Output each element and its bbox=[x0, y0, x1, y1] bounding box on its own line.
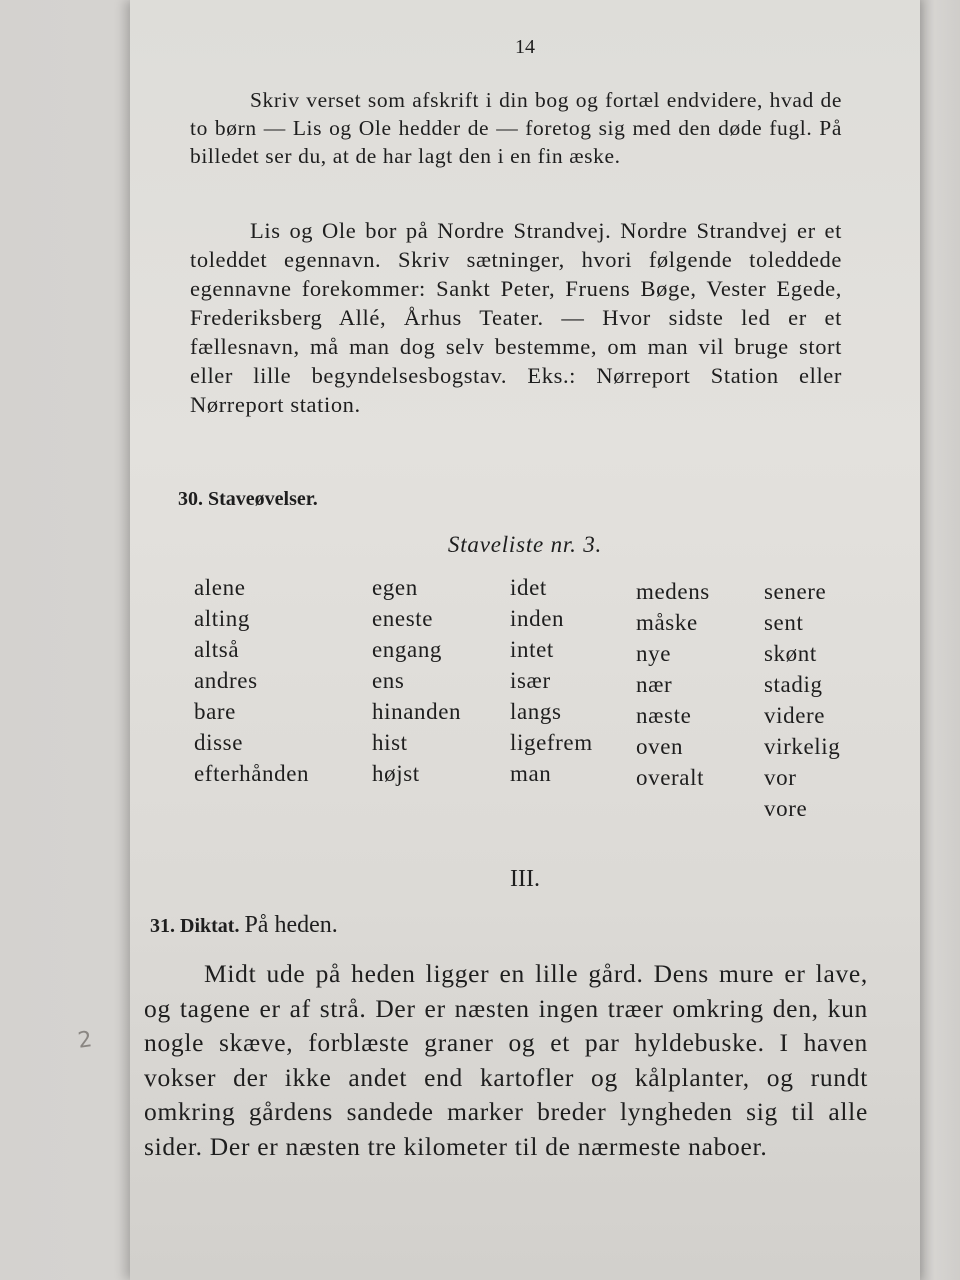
dictation-text: Midt ude på heden ligger en lille gård. Dens mure er lave, og tagene er af strå. Der er næsten ingen træer omkring den, kun nogle skæve, forblæste graner og et par hyldebuske. I haven vokser der ikke andet end kartofler og kålplanter, og rundt omkring gårdens sandede marker breder lyngheden sig til alle sider. Der er næsten tre kilometer til de nærmeste naboer. bbox=[144, 959, 868, 1161]
word-item: overalt bbox=[636, 765, 705, 790]
word-column-2 bbox=[372, 572, 461, 789]
dictation-text-block bbox=[144, 957, 868, 1164]
section-31-label: Diktat. bbox=[180, 915, 240, 937]
word-item: engang bbox=[372, 637, 443, 662]
word-item: intet bbox=[510, 637, 554, 662]
word-item: måske bbox=[636, 610, 698, 635]
word-column-3 bbox=[510, 572, 593, 789]
section-30-heading bbox=[178, 488, 318, 511]
word-item: disse bbox=[194, 730, 243, 755]
next-page-edge bbox=[918, 0, 960, 1280]
word-item: altså bbox=[194, 637, 240, 662]
word-item: oven bbox=[636, 734, 684, 759]
word-item: man bbox=[510, 761, 552, 786]
pencil-margin-note: 2 bbox=[76, 1027, 94, 1054]
section-30-title: Staveøvelser. bbox=[208, 488, 318, 510]
word-column-5 bbox=[764, 576, 840, 824]
word-item: andres bbox=[194, 668, 258, 693]
section-31-heading bbox=[150, 912, 338, 939]
instruction-paragraph-1 bbox=[190, 86, 842, 170]
word-item: hist bbox=[372, 730, 408, 755]
word-item: næste bbox=[636, 703, 692, 728]
page-number: 14 bbox=[515, 36, 535, 58]
section-31-number: 31. bbox=[150, 915, 175, 937]
instruction-paragraph-1-text: Skriv verset som afskrift i din bog og fortæl endvidere, hvad de to børn — Lis og Ole hedder de — foretog sig med den døde fugl. På billedet ser du, at de har lagt den i en fin æske. bbox=[190, 88, 842, 168]
word-item: virkelig bbox=[764, 734, 841, 759]
word-item: videre bbox=[764, 703, 826, 728]
chapter-roman-numeral: III. bbox=[510, 866, 540, 892]
word-item: ens bbox=[372, 668, 405, 693]
word-item: alene bbox=[194, 575, 246, 600]
word-item: langs bbox=[510, 699, 562, 724]
word-item: efterhånden bbox=[194, 761, 310, 786]
instruction-paragraph-2 bbox=[190, 216, 842, 419]
instruction-paragraph-2-text: Lis og Ole bor på Nordre Strandvej. Nordre Strandvej er et toleddet egennavn. Skriv sætninger, hvori følgende toleddede egennavne forekommer: Sankt Peter, Fruens Bøge, Vester Egede, Frederiksberg Allé, Århus Teater. — Hvor sidste led er et fællesnavn, må man dog selv bestemme, om man vil bruge stort eller lille begyndelsesbogstav. Eks.: Nørreport Station eller Nørreport station. bbox=[190, 218, 842, 417]
section-30-number: 30. bbox=[178, 488, 203, 510]
word-item: vore bbox=[764, 796, 808, 821]
word-item: idet bbox=[510, 575, 547, 600]
staveliste-title: Staveliste nr. 3. bbox=[447, 532, 603, 557]
word-item: nær bbox=[636, 672, 673, 697]
word-item: bare bbox=[194, 699, 236, 724]
word-item: senere bbox=[764, 579, 827, 604]
word-item: inden bbox=[510, 606, 565, 631]
section-31-title: På heden. bbox=[244, 912, 338, 938]
word-item: især bbox=[510, 668, 551, 693]
word-item: ligefrem bbox=[510, 730, 593, 755]
word-item: eneste bbox=[372, 606, 434, 631]
word-item: hinanden bbox=[372, 699, 462, 724]
word-column-1 bbox=[194, 572, 309, 789]
book-page bbox=[130, 0, 920, 1280]
word-column-4 bbox=[636, 576, 710, 793]
word-item: stadig bbox=[764, 672, 823, 697]
word-item: nye bbox=[636, 641, 672, 666]
word-item: egen bbox=[372, 575, 418, 600]
word-item: alting bbox=[194, 606, 250, 631]
word-item: skønt bbox=[764, 641, 817, 666]
word-item: højst bbox=[372, 761, 420, 786]
word-item: sent bbox=[764, 610, 804, 635]
word-item: medens bbox=[636, 579, 710, 604]
word-item: vor bbox=[764, 765, 797, 790]
